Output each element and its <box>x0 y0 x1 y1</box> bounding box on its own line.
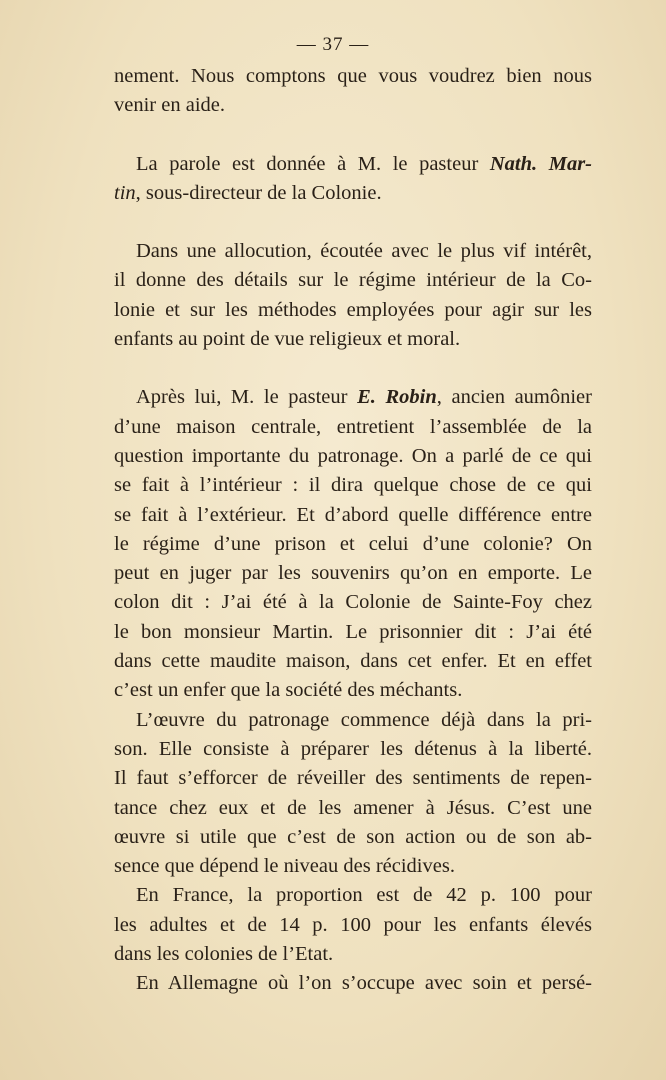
text-line: Dans une allocution, écoutée avec le plus vif intérêt, <box>136 240 592 263</box>
text-line: les adultes et de 14 p. 100 pour les enfants élevés <box>114 913 592 936</box>
text-line: peut en juger par les souvenirs qu’on en emporte. Le <box>114 562 592 585</box>
text-run: La parole est donnée à M. le pasteur <box>136 152 490 175</box>
text-line: c’est un enfer que la société des méchants. <box>114 679 463 702</box>
paragraph-4 <box>114 383 592 705</box>
text-line: il donne des détails sur le régime intérieur de la Co- <box>114 269 592 292</box>
body-text <box>114 62 592 999</box>
text-line: L’œuvre du patronage commence déjà dans la pri- <box>136 708 592 731</box>
text-run: Après lui, M. le pasteur <box>136 386 358 409</box>
text-line: se fait à l’intérieur : il dira quelque chose de ce qui <box>114 474 592 497</box>
text-line: d’une maison centrale, entretient l’assemblée de la <box>114 415 592 438</box>
paragraph-1 <box>114 62 592 121</box>
text-line <box>114 383 592 412</box>
text-line: lonie et sur les méthodes employées pour agir sur les <box>114 298 592 321</box>
person-name: Nath. Mar- <box>489 152 592 175</box>
text-line: En Allemagne où l’on s’occupe avec soin et persé- <box>136 972 592 995</box>
text-line: dans cette maudite maison, dans cet enfer. Et en effet <box>114 650 592 673</box>
person-name: tin <box>114 181 136 204</box>
text-line: tance chez eux et de les amener à Jésus. C’est une <box>114 796 592 819</box>
text-line: se fait à l’extérieur. Et d’abord quelle différence entre <box>114 503 592 526</box>
text-line: son. Elle consiste à préparer les détenus à la liberté. <box>114 737 592 760</box>
text-line: le bon monsieur Martin. Le prisonnier dit : J’ai été <box>114 620 592 643</box>
person-name: E. Robin <box>357 386 437 409</box>
text-line: dans les colonies de l’Etat. <box>114 943 334 966</box>
text-line: En France, la proportion est de 42 p. 100 pour <box>136 884 592 907</box>
text-run: , sous-directeur de la Colonie. <box>135 181 382 204</box>
paragraph-3 <box>114 237 592 354</box>
text-line: Il faut s’efforcer de réveiller des sentiments de repen- <box>114 767 592 790</box>
text-line: sence que dépend le niveau des récidives. <box>114 855 455 878</box>
text-line: le régime d’une prison et celui d’une colonie? On <box>114 532 592 555</box>
paragraph-6 <box>114 881 592 969</box>
paragraph-5 <box>114 706 592 882</box>
text-line: question importante du patronage. On a parlé de ce qui <box>114 444 592 467</box>
paragraph-2 <box>114 150 592 209</box>
text-line: nement. Nous comptons que vous voudrez bien nous <box>114 65 592 87</box>
text-line: enfants au point de vue religieux et moral. <box>114 328 461 351</box>
text-line: colon dit : J’ai été à la Colonie de Sainte-Foy chez <box>114 591 592 614</box>
paragraph-7 <box>114 969 592 998</box>
text-line: venir en aide. <box>114 94 225 117</box>
text-run: , ancien aumônier <box>436 386 592 409</box>
page-number: — 37 — <box>296 34 370 55</box>
text-line <box>114 150 592 179</box>
text-line <box>114 179 592 208</box>
text-line: œuvre si utile que c’est de son action ou de son ab- <box>114 825 592 848</box>
